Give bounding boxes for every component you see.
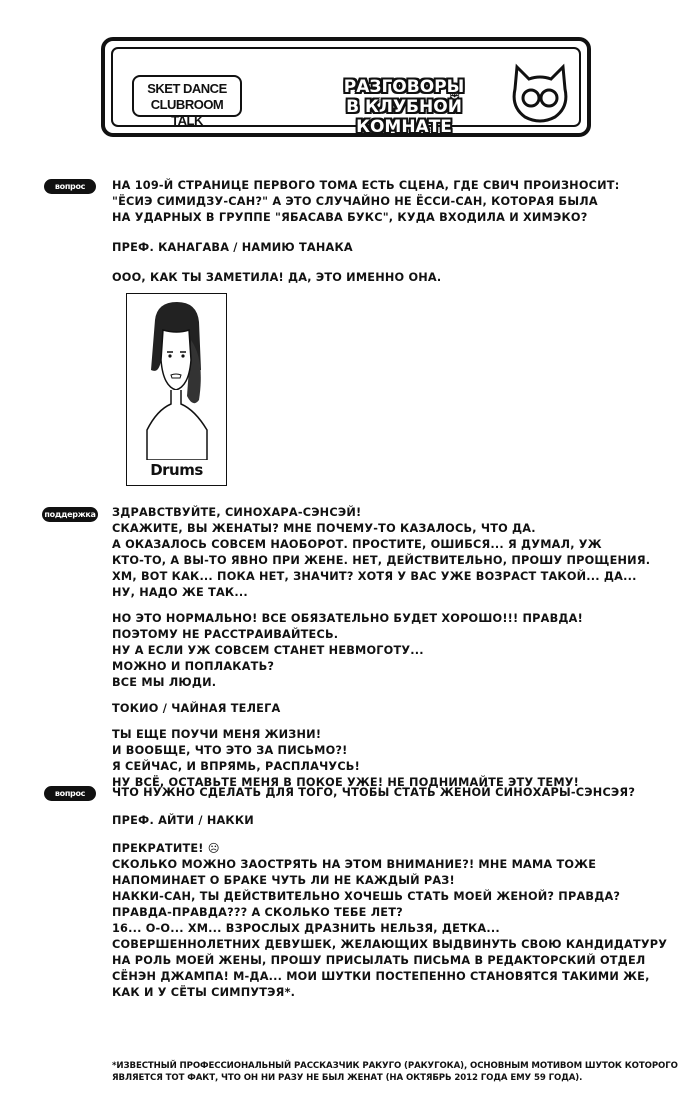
header-banner [101,37,591,137]
letter-line: ЗДРАВСТВУЙТЕ, СИНОХАРА-СЭНСЭЙ! [112,506,362,519]
letter-line: ВСЕ МЫ ЛЮДИ. [112,676,217,689]
support-badge: поддержка [42,507,98,522]
footnote-line: *ИЗВЕСТНЫЙ ПРОФЕССИОНАЛЬНЫЙ РАССКАЗЧИК РАКУГО (РАКУГОКА), ОСНОВНЫМ МОТИВОМ ШУТОК КОТОРОГО [112,1061,678,1071]
page-title-line1: РАЗГОВОРЫ [343,77,465,97]
answer-line: НА РОЛЬ МОЕЙ ЖЕНЫ, ПРОШУ ПРИСЫЛАТЬ ПИСЬМА В РЕДАКТОРСКИЙ ОТДЕЛ [112,954,646,967]
question-badge: вопрос [44,179,96,194]
question-badge: вопрос [44,786,96,801]
answer-line: ООО, КАК ТЫ ЗАМЕТИЛА! ДА, ЭТО ИМЕННО ОНА. [112,271,442,284]
answer-line: Я СЕЙЧАС, И ВПРЯМЬ, РАСПЛАЧУСЬ! [112,760,360,773]
letter-line: НО ЭТО НОРМАЛЬНО! ВСЕ ОБЯЗАТЕЛЬНО БУДЕТ ХОРОШО!!! ПРАВДА! [112,612,583,625]
sket-logo-line1: SKET DANCE [147,81,227,96]
letter-line: ПОЭТОМУ НЕ РАССТРАИВАЙТЕСЬ. [112,628,339,641]
cat-mascot-icon [509,63,571,125]
drums-label: Drums [150,461,203,479]
letter-line: НУ, НАДО ЖЕ ТАК... [112,586,248,599]
answer-line: ПРАВДА-ПРАВДА??? А СКОЛЬКО ТЕБЕ ЛЕТ? [112,906,403,919]
letter-line: НУ А ЕСЛИ УЖ СОВСЕМ СТАНЕТ НЕВМОГОТУ... [112,644,424,657]
answer-line: НАПОМИНАЕТ О БРАКЕ ЧУТЬ ЛИ НЕ КАЖДЫЙ РАЗ! [112,874,455,887]
answer-line: СЁНЭН ДЖАМПА! М-ДА... МОИ ШУТКИ ПОСТЕПЕННО СТАНОВЯТСЯ ТАКИМИ ЖЕ, [112,970,650,983]
sket-dance-logo [132,75,242,128]
question-author: ПРЕФ. АЙТИ / НАККИ [112,814,254,827]
page-title-line2: В КЛУБНОЙ КОМНАТЕ [346,97,462,137]
page-title [309,77,499,137]
question-line: НА 109-Й СТРАНИЦЕ ПЕРВОГО ТОМА ЕСТЬ СЦЕНА, ГДЕ СВИЧ ПРОИЗНОСИТ: [112,179,620,192]
letter-line: А ОКАЗАЛОСЬ СОВСЕМ НАОБОРОТ. ПРОСТИТЕ, ОШИБСЯ... Я ДУМАЛ, УЖ [112,538,602,551]
footnote-line: ЯВЛЯЕТСЯ ТОТ ФАКТ, ЧТО ОН НИ РАЗУ НЕ БЫЛ ЖЕНАТ (НА ОКТЯБРЬ 2012 ГОДА ЕМУ 59 ГОДА). [112,1073,583,1083]
question-line: ЧТО НУЖНО СДЕЛАТЬ ДЛЯ ТОГО, ЧТОБЫ СТАТЬ ЖЕНОЙ СИНОХАРЫ-СЭНСЭЯ? [112,786,636,799]
support-letter [112,505,672,791]
answer-line: ПРЕКРАТИТЕ! ☹ [112,842,220,855]
sket-logo-line2: CLUBROOM TALK [150,97,224,128]
question-author: ПРЕФ. КАНАГАВА / НАМИЮ ТАНАКА [112,241,353,254]
answer-line: КАК И У СЁТЫ СИМПУТЭЯ*. [112,986,296,999]
answer-line: И ВООБЩЕ, ЧТО ЭТО ЗА ПИСЬМО?! [112,744,348,757]
question-line: "ЁСИЭ СИМИДЗУ-САН?" А ЭТО СЛУЧАЙНО НЕ ЁССИ-САН, КОТОРАЯ БЫЛА [112,195,598,208]
answer-line: НАККИ-САН, ТЫ ДЕЙСТВИТЕЛЬНО ХОЧЕШЬ СТАТЬ МОЕЙ ЖЕНОЙ? ПРАВДА? [112,890,621,903]
answer-line: СОВЕРШЕННОЛЕТНИХ ДЕВУШЕК, ЖЕЛАЮЩИХ ВЫДВИНУТЬ СВОЮ КАНДИДАТУРУ [112,938,668,951]
question-1 [112,178,672,286]
letter-line: МОЖНО И ПОПЛАКАТЬ? [112,660,275,673]
drummer-portrait-icon [127,300,225,460]
drummer-illustration [126,293,227,486]
letter-line: СКАЖИТЕ, ВЫ ЖЕНАТЫ? МНЕ ПОЧЕМУ-ТО КАЗАЛОСЬ, ЧТО ДА. [112,522,536,535]
question-3 [112,785,672,1001]
letter-author: ТОКИО / ЧАЙНАЯ ТЕЛЕГА [112,702,281,715]
footnote [112,1060,678,1084]
question-line: НА УДАРНЫХ В ГРУППЕ "ЯБАСАВА БУКС", КУДА ВХОДИЛА И ХИМЭКО? [112,211,588,224]
answer-line: СКОЛЬКО МОЖНО ЗАОСТРЯТЬ НА ЭТОМ ВНИМАНИЕ?! МНЕ МАМА ТОЖЕ [112,858,597,871]
answer-line: 16... О-О... ХМ... ВЗРОСЛЫХ ДРАЗНИТЬ НЕЛЬЗЯ, ДЕТКА... [112,922,500,935]
letter-line: КТО-ТО, А ВЫ-ТО ЯВНО ПРИ ЖЕНЕ. НЕТ, ДЕЙСТВИТЕЛЬНО, ПРОШУ ПРОЩЕНИЯ. [112,554,651,567]
answer-line: ТЫ ЕЩЕ ПОУЧИ МЕНЯ ЖИЗНИ! [112,728,322,741]
header-inner-border [111,47,581,137]
letter-line: ХМ, ВОТ КАК... ПОКА НЕТ, ЗНАЧИТ? ХОТЯ У ВАС УЖЕ ВОЗРАСТ ТАКОЙ... ДА... [112,570,637,583]
answer-line: НУ ВСЁ, ОСТАВЬТЕ МЕНЯ В ПОКОЕ УЖЕ! НЕ ПОДНИМАЙТЕ ЭТУ ТЕМУ! [112,776,580,789]
